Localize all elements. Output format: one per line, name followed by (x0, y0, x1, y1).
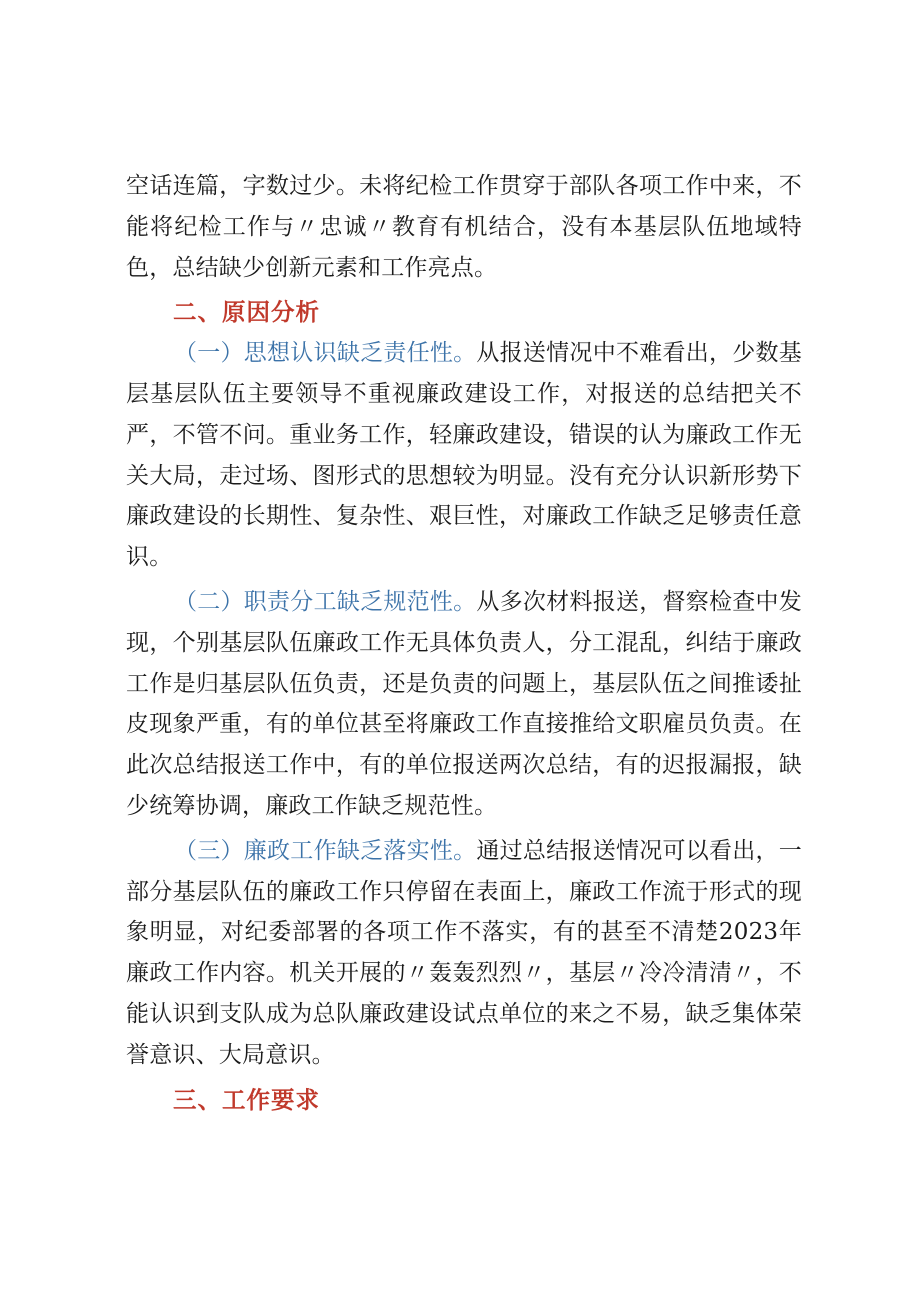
document-body (126, 166, 802, 1120)
paragraph-duty-division (126, 582, 802, 827)
subsection-body: 从多次材料报送，督察检查中发现，个别基层队伍廉政工作无具体负责人，分工混乱，纠结于廉政工作是归基层队伍负责，还是负责的问题上，基层队伍之间推诿扯皮现象严重，有的单位甚至将廉政工作直接推给文职雇员负责。在此次总结报送工作中，有的单位报送两次总结，有的迟报漏报，缺少统筹协调，廉政工作缺乏规范性。 (126, 588, 802, 819)
section-heading-cause-analysis: 二、原因分析 (173, 298, 320, 327)
subsection-body: 从报送情况中不难看出，少数基层基层队伍主要领导不重视廉政建设工作，对报送的总结把关不严，不管不问。重业务工作，轻廉政建设，错误的认为廉政工作无关大局，走过场、图形式的思想较为明显。没有充分认识新形势下廉政建设的长期性、复杂性、艰巨性，对廉政工作缺乏足够责任意识。 (126, 340, 802, 571)
subsection-title: （一）思想认识缺乏责任性。 (174, 340, 477, 367)
intro-paragraph: 空话连篇，字数过少。未将纪检工作贯穿于部队各项工作中来，不能将纪检工作与〃忠诚〃教育有机结合，没有本基层队伍地域特色，总结缺少创新元素和工作亮点。 (126, 173, 802, 281)
paragraph-ideological-awareness (126, 333, 802, 578)
subsection-body: 通过总结报送情况可以看出，一部分基层队伍的廉政工作只停留在表面上，廉政工作流于形式的现象明显，对纪委部署的各项工作不落实，有的甚至不清楚2023年廉政工作内容。机关开展的〃轰轰烈烈〃，基层〃冷冷清清〃，不能认识到支队成为总队廉政建设试点单位的来之不易，缺乏集体荣誉意识、大局意识。 (126, 837, 802, 1068)
subsection-title: （二）职责分工缺乏规范性。 (174, 588, 477, 615)
subsection-title: （三）廉政工作缺乏落实性。 (174, 837, 477, 864)
paragraph-implementation (126, 831, 802, 1076)
section-heading-work-requirements: 三、工作要求 (173, 1085, 320, 1114)
